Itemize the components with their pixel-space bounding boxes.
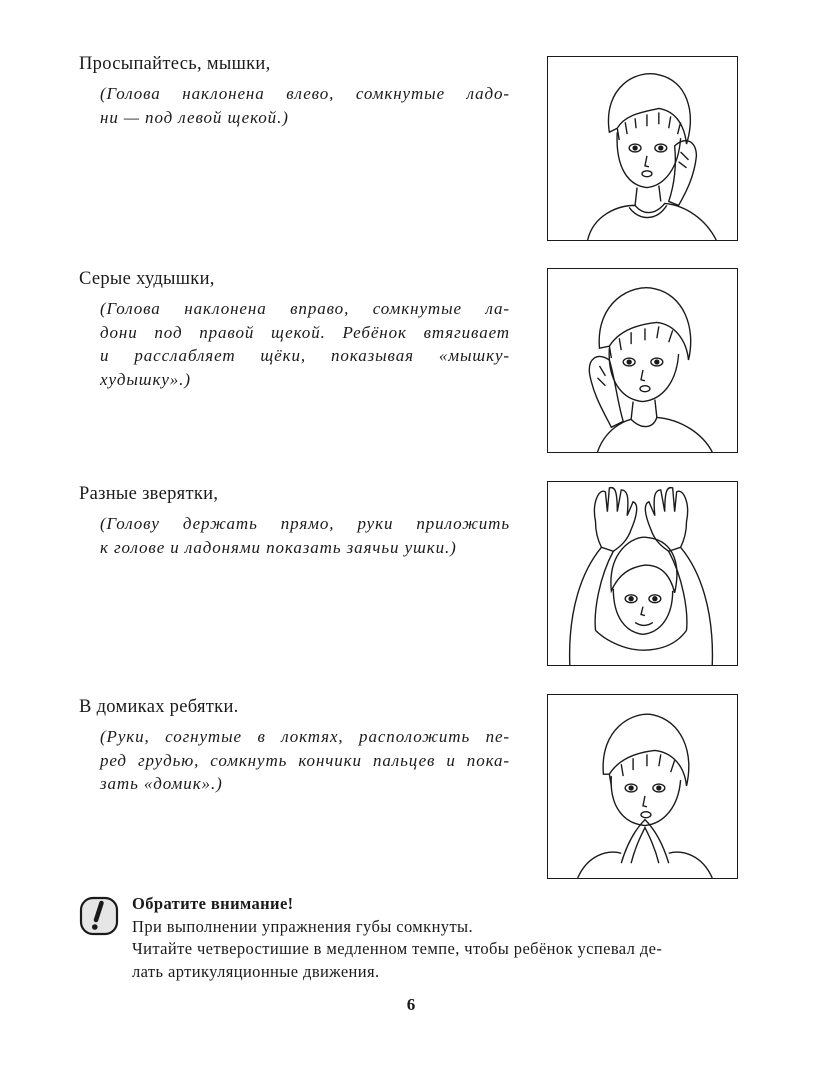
verse-line: Разные зверятки,: [79, 484, 219, 504]
instruction-note: [100, 512, 510, 559]
girl-hands-left-cheek-icon: [547, 56, 738, 241]
girl-bunny-ears-icon: [547, 481, 738, 666]
note-line: ред грудью, сомкнуть кончики пальцев и пока-: [100, 750, 510, 770]
verse-line: В домиках ребятки.: [79, 697, 239, 717]
girl-hands-house-icon: [547, 694, 738, 879]
note-line: (Голова наклонена вправо, сомкнутые ла-: [100, 299, 510, 318]
verse-line: Серые худышки,: [79, 269, 215, 289]
note-line: к голове и ладонями показать заячьи ушки.): [100, 537, 457, 557]
note-line: зать «домик».): [100, 774, 223, 793]
instruction-note: [100, 297, 510, 391]
note-line: худышку».): [100, 369, 191, 389]
note-line: ни — под левой щекой.): [100, 107, 289, 127]
attention-line: Читайте четверостишие в медленном темпе, чтобы ребёнок успевал де-: [132, 939, 663, 958]
note-line: (Голова наклонена влево, сомкнутые ладо-: [100, 84, 510, 103]
instruction-note: [100, 725, 510, 796]
girl-hands-right-cheek-icon: [547, 268, 738, 453]
note-line: (Голову держать прямо, руки приложить: [100, 514, 510, 533]
attention-line: лать артикуляционные движения.: [132, 961, 380, 981]
exclamation-icon: [79, 896, 119, 936]
instruction-note: [100, 82, 510, 129]
attention-text: [132, 893, 777, 983]
page-number: 6: [406, 995, 416, 1014]
note-line: (Руки, согнутые в локтях, расположить пе-: [100, 727, 510, 746]
verse-line: Просыпайтесь, мышки,: [79, 54, 271, 74]
attention-title: Обратите внимание!: [132, 894, 294, 913]
note-line: и расслабляет щёки, показывая «мышку-: [100, 346, 510, 365]
attention-line: При выполнении упражнения губы сомкнуты.: [132, 916, 474, 936]
note-line: дони под правой щекой. Ребёнок втягивает: [100, 322, 510, 342]
